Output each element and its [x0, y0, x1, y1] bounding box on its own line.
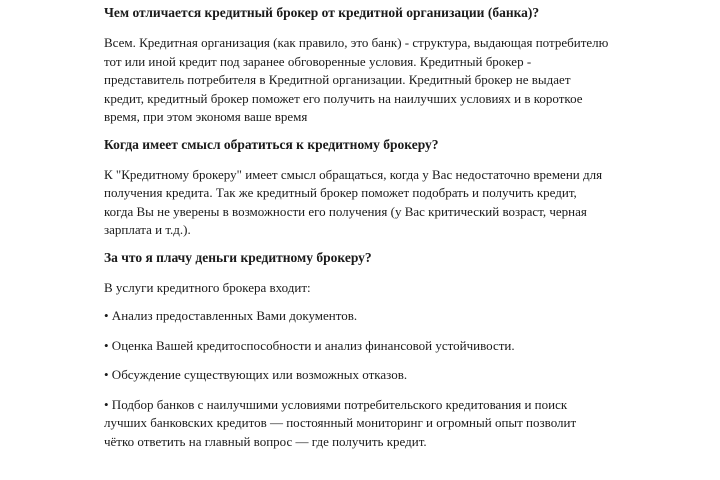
- paragraph-line: время, при этом экономя ваше время: [104, 109, 308, 124]
- bullet-line: • Обсуждение существующих или возможных отказов.: [104, 367, 408, 382]
- document-content: [104, 4, 694, 462]
- section-heading-when: Когда имеет смысл обратиться к кредитному брокеру?: [104, 136, 439, 152]
- bullet-item-creditworthiness: [104, 337, 694, 356]
- services-intro: В услуги кредитного брокера входит:: [104, 279, 311, 295]
- section-heading-payment: За что я плачу деньги кредитному брокеру?: [104, 249, 372, 265]
- bullet-line: чётко ответить на главный вопрос — где получить кредит.: [104, 433, 427, 449]
- bullet-item-documents: [104, 307, 694, 326]
- paragraph-line: кредит, кредитный брокер поможет его получить на наилучших условиях и в короткое: [104, 90, 583, 106]
- paragraph-line: Всем. Кредитная организация (как правило, это банк) - структура, выдающая потребителю: [104, 35, 609, 50]
- bullet-line: • Анализ предоставленных Вами документов.: [104, 308, 358, 323]
- section-heading-difference: Чем отличается кредитный брокер от кредитной организации (банка)?: [104, 5, 540, 20]
- paragraph-line: К "Кредитному брокеру" имеет смысл обращаться, когда у Вас недостаточно времени для: [104, 166, 603, 182]
- bullet-line: лучших банковских кредитов — постоянный мониторинг и огромный опыт позволит: [104, 415, 577, 430]
- paragraph-line: представитель потребителя в Кредитной организации. Кредитный брокер не выдает: [104, 72, 571, 87]
- paragraph-line: когда Вы не уверены в возможности его получения (у Вас критический возраст, черная: [104, 203, 587, 219]
- bullet-line: • Оценка Вашей кредитоспособности и анализ финансовой устойчивости.: [104, 337, 515, 353]
- bullet-line: • Подбор банков с наилучшими условиями потребительского кредитования и поиск: [104, 396, 568, 412]
- section-paragraph-when: [104, 166, 694, 240]
- paragraph-line: тот или иной кредит под заранее обговоренные условия. Кредитный брокер -: [104, 53, 532, 69]
- bullet-item-refusals: [104, 366, 694, 385]
- bullet-item-bank-selection: [104, 396, 694, 452]
- paragraph-line: получения кредита. Так же кредитный брокер поможет подобрать и получить кредит,: [104, 185, 577, 200]
- section-paragraph-difference: [104, 34, 694, 127]
- paragraph-line: зарплата и т.д.).: [104, 222, 191, 237]
